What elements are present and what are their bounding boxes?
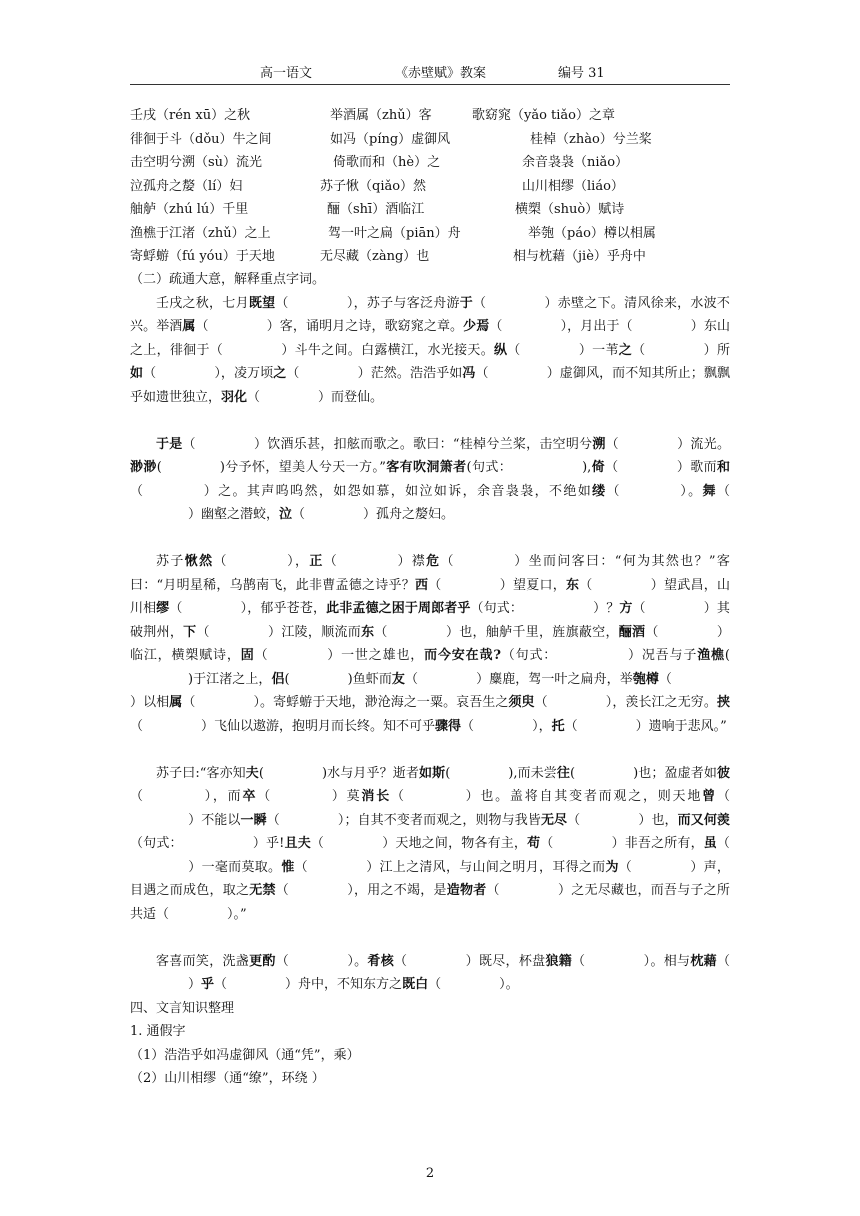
key-term: 消长 <box>361 789 391 804</box>
key-term: 之 <box>618 342 633 358</box>
text-segment: ），凌万顷 <box>214 366 274 381</box>
text-segment: （ <box>275 295 289 311</box>
vocab-item: 歌窈窕（yǎo tiǎo）之章 <box>472 108 616 123</box>
text-segment: )鱼虾而 <box>347 671 392 687</box>
text-segment: （ <box>257 789 273 804</box>
text-segment: ）其破荆州， <box>130 601 730 640</box>
text-segment: （ <box>254 648 269 663</box>
text-segment: （ <box>275 883 289 898</box>
text-segment: ）也， <box>638 812 678 828</box>
vocab-item: 苏子愀（qiǎo）然 <box>320 178 427 194</box>
text-segment: ）。 <box>499 977 519 992</box>
text-segment: （ <box>213 554 228 569</box>
key-term: 之 <box>273 366 287 381</box>
key-term: 惟 <box>281 859 295 875</box>
text-segment: ）。寄蜉蝣于天地，渺沧海之一粟。哀吾生之 <box>253 695 509 710</box>
text-segment: （ <box>618 859 633 875</box>
text-segment: （句式： <box>470 601 523 616</box>
text-segment: （ <box>461 718 475 734</box>
text-segment: （ <box>266 812 280 828</box>
text-segment: ）之无尽藏也，而吾与子之所共适（ <box>130 883 730 922</box>
key-term: 危 <box>426 554 441 569</box>
list-item: （1）浩浩乎如冯虚御风（通“凭”，乘） <box>130 1047 360 1063</box>
text-segment: ），用之不竭，是 <box>346 883 447 898</box>
text-segment: ）孤舟之嫠妇。 <box>363 507 455 522</box>
key-term: 西 <box>415 577 429 593</box>
text-segment: （ <box>292 507 306 522</box>
text-segment: （ <box>247 389 261 405</box>
vocab-item: 举匏（páo）樽以相属 <box>528 225 656 241</box>
key-term: 须臾 <box>508 695 535 710</box>
vocab-item: 余音袅袅（niǎo） <box>522 155 629 170</box>
text-segment: （ <box>564 718 578 734</box>
text-segment: ), <box>582 460 592 475</box>
text-segment: 客喜而笑，洗盏 <box>156 953 250 969</box>
key-term: 友 <box>391 671 405 687</box>
text-segment: （ <box>489 319 503 334</box>
page-header <box>130 62 730 85</box>
text-segment: ）望武昌，山川相 <box>130 577 730 616</box>
key-term: 属 <box>182 319 196 334</box>
text-segment: ）飞仙以遨游，抱明月而长终。知不可乎 <box>201 718 436 734</box>
text-segment: （ <box>182 695 196 710</box>
text-segment: ）斗牛之间。白露横江，水光接天。 <box>281 342 494 358</box>
key-term: 客有吹洞箫者 <box>385 460 467 475</box>
text-segment: （ <box>579 577 593 593</box>
text-segment: ）饮酒乐甚，扣舷而歌之。歌曰：“桂棹兮兰桨，击空明兮 <box>253 436 593 452</box>
text-segment: （ <box>195 319 209 334</box>
text-segment: （ <box>130 483 145 499</box>
text-segment: （ <box>567 812 581 828</box>
vocab-item: 无尽藏（zàng）也 <box>320 249 430 264</box>
text-segment: ( <box>445 765 451 781</box>
key-term: 既望 <box>248 295 276 311</box>
vocab-item: 击空明兮溯（sù）流光 <box>130 155 263 170</box>
text-segment: （ <box>214 977 228 992</box>
vocab-item: 举酒属（zhǔ）客 <box>330 108 432 123</box>
vocab-row <box>130 128 730 152</box>
text-segment: （ <box>394 953 408 969</box>
text-segment: （ <box>605 460 619 475</box>
key-term: 肴核 <box>367 953 395 969</box>
text-segment: （ <box>486 883 500 898</box>
text-segment: ）麋鹿，驾一叶之扁舟，举 <box>476 671 633 687</box>
text-segment: （ <box>440 554 455 569</box>
text-segment: ）莫 <box>330 789 362 804</box>
key-term: 属 <box>169 695 183 710</box>
text-segment: ），而 <box>202 789 243 804</box>
text-segment: （ <box>716 953 730 969</box>
text-segment: ( <box>284 671 290 687</box>
text-segment: （ <box>390 789 406 804</box>
text-segment: （ <box>143 366 157 381</box>
key-term: 正 <box>309 554 324 569</box>
key-term: 此非孟德之困于周郎者乎 <box>326 601 471 616</box>
vocab-row <box>130 198 730 222</box>
text-segment: ）客，诵明月之诗，歌窈窕之章。 <box>266 319 464 334</box>
list-heading: 1. 通假字 <box>130 1024 186 1039</box>
key-term: 和 <box>716 460 730 475</box>
header-number: 编号 31 <box>558 66 605 81</box>
vocab-row <box>130 222 730 246</box>
text-segment: )于江渚之上， <box>188 671 272 687</box>
key-term: 侣 <box>271 671 285 687</box>
vocab-row <box>130 245 730 269</box>
text-segment: ）襟 <box>396 554 427 569</box>
key-term: 挟 <box>716 695 730 710</box>
text-segment: ）既尽，杯盘 <box>465 953 546 969</box>
text-segment: (句式： <box>466 460 513 475</box>
key-term: 匏樽 <box>632 671 659 687</box>
key-term: 缕 <box>592 483 607 499</box>
text-segment: （ <box>182 436 196 452</box>
key-term: 酾酒 <box>618 624 646 640</box>
text-segment: ）所 <box>703 342 730 358</box>
text-segment: ）。 <box>678 483 703 499</box>
text-segment: ）临江，横槊赋诗， <box>130 624 730 663</box>
vocab-item: 酾（shī）酒临江 <box>327 202 425 217</box>
key-term: 枕藉 <box>690 953 717 969</box>
text-segment: （ <box>473 295 487 311</box>
header-title: 《赤壁赋》教案 <box>395 66 487 81</box>
text-segment: ）赤壁之下。清风徐来，水波不兴。举酒 <box>130 295 730 334</box>
text-segment: （ <box>645 624 659 640</box>
vocab-item: 横槊（shuò）赋诗 <box>515 202 625 217</box>
vocab-item: 驾一叶之扁（piān）舟 <box>328 225 461 241</box>
text-segment: （ <box>404 671 419 687</box>
vocab-row <box>130 151 730 175</box>
key-term: 缪 <box>156 601 170 616</box>
key-term: 且夫 <box>284 836 311 851</box>
text-segment: ）舟中，不知东方之 <box>285 977 403 992</box>
text-segment: ）江上之清风，与山间之明月，耳得之而 <box>365 859 606 875</box>
text-segment: )兮予怀，望美人兮天一方。” <box>219 460 386 475</box>
key-term: 一瞬 <box>240 812 267 828</box>
key-term: 骤得 <box>435 718 462 734</box>
vocab-item: 泣孤舟之嫠（lí）妇 <box>130 178 243 194</box>
text-segment: 苏子曰:“客亦知 <box>156 765 246 781</box>
text-segment: ( <box>156 460 162 475</box>
text-segment: ）茫然。浩浩乎如 <box>357 366 463 381</box>
vocab-table <box>130 104 730 269</box>
key-term: 无尽 <box>540 812 568 828</box>
vocab-item: 渔樵于江渚（zhǔ）之上 <box>130 225 271 241</box>
key-term: 托 <box>551 718 565 734</box>
text-segment: ）非吾之所有， <box>611 836 704 851</box>
key-term: 方 <box>619 601 633 616</box>
header-subject: 高一语文 <box>260 66 313 81</box>
key-term: 东 <box>361 624 375 640</box>
key-term: 苟 <box>527 836 541 851</box>
key-term: 既白 <box>402 977 429 992</box>
text-segment: （ <box>130 789 145 804</box>
text-segment: ( <box>258 765 264 781</box>
key-term: 如 <box>130 366 144 381</box>
text-segment: ）况吾与子 <box>627 648 698 663</box>
text-segment: ）而登仙。 <box>318 389 384 405</box>
key-term: 曾 <box>702 789 717 804</box>
text-segment: ），苏子与客泛舟游 <box>346 295 460 311</box>
text-segment: （句式： <box>130 836 183 851</box>
text-segment: ）也，舳舻千里，旌旗蔽空， <box>445 624 619 640</box>
text-segment: （ <box>632 342 646 358</box>
key-term: 纵 <box>494 342 508 358</box>
vocab-item: 相与枕藉（jiè）乎舟中 <box>513 249 646 264</box>
text-segment: ）东山之上，徘徊于（ <box>130 319 730 358</box>
text-segment: （ <box>196 624 210 640</box>
text-segment: ）。” <box>227 906 247 922</box>
text-segment: ）流光。 <box>676 436 730 452</box>
text-segment: ） <box>188 977 202 992</box>
text-segment: ）， <box>285 554 310 569</box>
text-segment: ），月出于（ <box>560 319 633 334</box>
vocab-item: 倚歌而和（hè）之 <box>333 155 441 170</box>
text-segment: （ <box>534 695 548 710</box>
text-segment: ）。相与 <box>643 953 691 969</box>
text-segment: ）坐而问客曰：“何为其然也？”客曰：“月明星稀，乌鹊南飞，此非曹孟德之诗乎？ <box>130 554 730 593</box>
key-term: 渺渺 <box>130 460 157 475</box>
text-segment: ）也。盖将自其变者而观之，则天地 <box>463 789 703 804</box>
key-term: 倚 <box>591 460 606 475</box>
text-segment: ）声，目遇之而成色，取之 <box>130 859 730 898</box>
paragraph-4 <box>130 762 730 927</box>
key-term: 更酌 <box>249 953 276 969</box>
text-segment: （ <box>310 836 325 851</box>
text-segment: ）江陵，顺流而 <box>267 624 362 640</box>
text-segment: ),而未尝 <box>508 765 557 781</box>
text-segment: （ <box>475 366 489 381</box>
text-segment: ）遗响于悲风。” <box>635 718 727 734</box>
text-segment: ）；自其不变者而观之，则物与我皆 <box>337 812 541 828</box>
key-term: 渔樵 <box>697 648 725 663</box>
text-segment: （ <box>428 577 442 593</box>
key-term: 卒 <box>242 789 258 804</box>
text-segment: ），羡长江之无穷。 <box>605 695 717 710</box>
text-segment: （ <box>716 836 730 851</box>
text-segment: （ <box>275 953 290 969</box>
text-segment: ）。 <box>347 953 368 969</box>
vocab-row <box>130 104 730 128</box>
text-segment: ( <box>724 648 730 663</box>
text-segment: （ <box>632 601 646 616</box>
text-segment: （ <box>605 436 619 452</box>
text-segment: （ <box>540 836 554 851</box>
key-term: 如斯 <box>418 765 446 781</box>
paragraph-1 <box>130 292 730 410</box>
text-segment: （句式： <box>500 648 558 663</box>
key-term: 羽化 <box>221 389 248 405</box>
key-term: 而今安在哉? <box>424 648 501 663</box>
text-segment: ）一世之雄也， <box>326 648 425 663</box>
key-term: 舞 <box>702 483 717 499</box>
text-segment: ）之。其声呜呜然，如怨如慕，如泣如诉，余音袅袅，不绝如 <box>202 483 593 499</box>
text-segment: ）乎! <box>252 836 285 851</box>
vocab-item: 壬戌（rén xū）之秋 <box>130 108 251 123</box>
text-segment: ）？ <box>593 601 620 616</box>
key-term: 溯 <box>592 436 606 452</box>
paragraph-2 <box>130 433 730 527</box>
text-segment: （ <box>606 483 621 499</box>
key-term: 为 <box>605 859 619 875</box>
vocab-item: 徘徊于斗（dǒu）牛之间 <box>130 131 272 147</box>
key-term: 固 <box>240 648 255 663</box>
section-heading: （二）疏通大意，解释重点字词。 <box>130 272 326 287</box>
text-segment: ）， <box>532 718 552 734</box>
text-segment: ）幽壑之潜蛟， <box>188 507 280 522</box>
paragraph-3 <box>130 550 730 738</box>
text-segment: ）虚御风，而不知其所止；飘飘乎如遗世独立， <box>130 366 730 405</box>
main-text <box>130 268 730 1091</box>
text-segment: ）歌而 <box>676 460 717 475</box>
vocab-item: 山川相缪（liáo） <box>522 178 624 194</box>
text-segment: （ <box>169 601 183 616</box>
key-term: 虽 <box>703 836 717 851</box>
text-segment: ）一毫而莫取。 <box>188 859 282 875</box>
text-segment: （ <box>716 483 730 499</box>
text-segment: （ <box>572 953 586 969</box>
text-segment: （ <box>130 718 144 734</box>
key-term: 往 <box>556 765 571 781</box>
text-segment: ）不能以 <box>188 812 241 828</box>
key-term: 于是 <box>156 436 183 452</box>
text-segment: （ <box>374 624 388 640</box>
key-term: 无禁 <box>249 883 276 898</box>
list-item: （2）山川相缪（通“缭”，环绕 ） <box>130 1071 325 1086</box>
key-term: 彼 <box>716 765 730 781</box>
key-term: 愀然 <box>184 554 214 569</box>
vocab-item: 舳舻（zhú lú）千里 <box>130 202 249 217</box>
text-segment: （ <box>716 789 730 804</box>
text-segment: ）望夏口， <box>499 577 566 593</box>
key-term: 下 <box>183 624 197 640</box>
key-term: 夫 <box>245 765 259 781</box>
text-segment: ），郁乎苍苍， <box>240 601 327 616</box>
text-segment: （ <box>286 366 300 381</box>
text-segment: （ <box>428 977 442 992</box>
key-term: 而又何羡 <box>677 812 730 828</box>
text-segment: ( <box>570 765 576 781</box>
text-segment: )水与月乎？逝者 <box>322 765 419 781</box>
text-segment: （ <box>294 859 308 875</box>
paragraph-5 <box>130 950 730 997</box>
text-segment: 苏子 <box>156 554 185 569</box>
text-segment: （ <box>658 671 672 687</box>
text-segment: （ <box>507 342 521 358</box>
key-term: 东 <box>565 577 580 593</box>
text-segment: ）一苇 <box>578 342 619 358</box>
key-term: 少焉 <box>463 319 490 334</box>
text-segment: ）以相 <box>130 695 170 710</box>
key-term: 乎 <box>201 977 215 992</box>
key-term: 冯 <box>462 366 476 381</box>
section-heading: 四、文言知识整理 <box>130 1000 235 1016</box>
text-segment: )也；盈虚者如 <box>633 765 717 781</box>
vocab-item: 如冯（píng）虚御风 <box>330 131 451 147</box>
text-segment: ）天地之间，物各有主， <box>382 836 528 851</box>
key-term: 狼籍 <box>545 953 573 969</box>
text-segment: 壬戌之秋，七月 <box>156 295 249 311</box>
vocab-item: 寄蜉蝣（fú yóu）于天地 <box>130 249 275 264</box>
key-term: 造物者 <box>446 883 487 898</box>
vocab-item: 桂棹（zhào）兮兰桨 <box>530 131 652 147</box>
key-term: 于 <box>459 295 473 311</box>
vocab-row <box>130 175 730 199</box>
text-segment: （ <box>323 554 339 569</box>
key-term: 泣 <box>279 507 293 522</box>
page-number: 2 <box>425 1166 435 1181</box>
